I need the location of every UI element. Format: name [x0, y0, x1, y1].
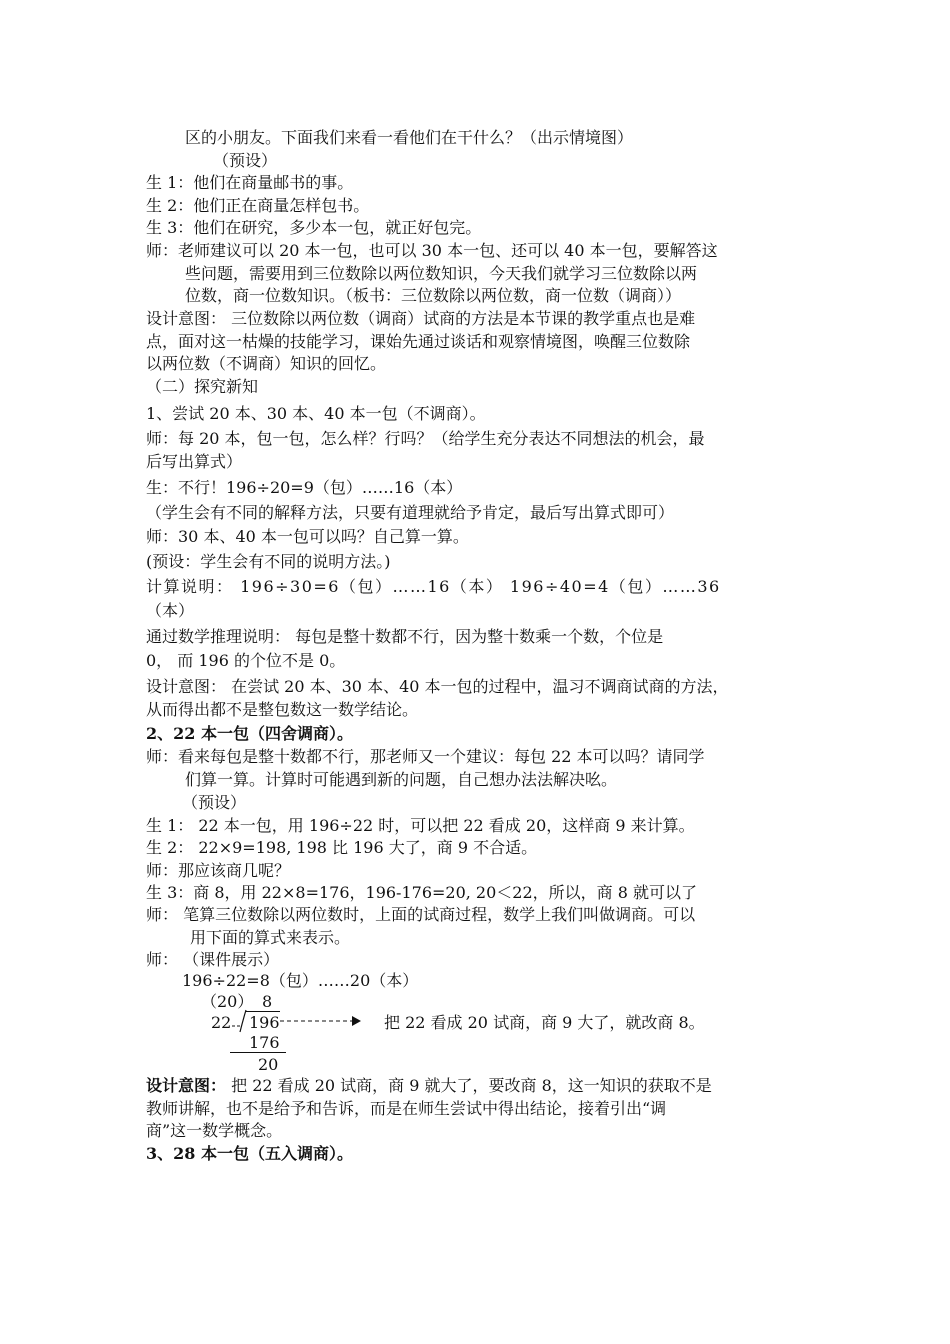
division-quotient: 8	[262, 992, 273, 1011]
section-heading: 2、22 本一包（四舍调商）。	[146, 724, 353, 743]
text-line: 师：每 20 本，包一包，怎么样？行吗？（给学生充分表达不同想法的机会，最	[146, 429, 705, 448]
text-line: 计算说明： 196÷30=6（包）……16（本） 196÷40=4（包）……36	[146, 577, 721, 596]
text-line: 师： （课件展示）	[146, 950, 280, 969]
subtraction-bar	[230, 1052, 286, 1053]
text-line: 师： 笔算三位数除以两位数时，上面的试商过程，数学上我们叫做调商。可以	[146, 905, 696, 924]
design-intent-text: 把 22 看成 20 试商，商 9 就大了，要改商 8，这一知识的获取不是	[226, 1076, 712, 1095]
text-line: 196÷22=8（包）……20（本）	[182, 971, 419, 990]
division-note: 把 22 看成 20 试商，商 9 大了，就改商 8。	[384, 1013, 705, 1032]
text-line: 用下面的算式来表示。	[190, 928, 351, 947]
text-line: （预设）	[182, 793, 247, 812]
text-line: 生 3：他们在研究，多少本一包，就正好包完。	[146, 218, 482, 237]
section-heading: 3、28 本一包（五入调商）。	[146, 1144, 353, 1163]
text-line: 位数，商一位数知识。（板书：三位数除以两位数，商一位数（调商））	[185, 286, 682, 305]
design-intent-label: 设计意图：	[146, 1076, 227, 1095]
text-line: 设计意图： 三位数除以两位数（调商）试商的方法是本节课的教学重点也是难	[146, 309, 696, 328]
text-line: 生 1：他们在商量邮书的事。	[146, 173, 354, 192]
text-line: 生 2： 22×9=198, 198 比 196 大了，商 9 不合适。	[146, 838, 538, 857]
text-line: 生 1： 22 本一包，用 196÷22 时，可以把 22 看成 20，这样商 9 来计算。	[146, 816, 695, 835]
division-product: 176	[249, 1033, 280, 1052]
text-line: 师：那应该商几呢？	[146, 861, 291, 880]
text-line: 生 2：他们正在商量怎样包书。	[146, 196, 370, 215]
text-line: 区的小朋友。下面我们来看一看他们在干什么？（出示情境图）	[185, 128, 634, 147]
division-bracket-arrow	[230, 1008, 370, 1034]
text-line: 0， 而 196 的个位不是 0。	[146, 651, 346, 670]
division-estimate: （20）	[201, 992, 254, 1011]
text-line: 教师讲解，也不是给予和告诉，而是在师生尝试中得出结论，接着引出“调	[146, 1099, 667, 1118]
text-line: 师：30 本、40 本一包可以吗？自己算一算。	[146, 527, 469, 546]
text-line: 1、尝试 20 本、30 本、40 本一包（不调商）。	[146, 404, 486, 423]
text-line: 后写出算式）	[146, 452, 243, 471]
text-line: （本）	[146, 601, 195, 620]
text-line: 点，面对这一枯燥的技能学习，课始先通过谈话和观察情境图，唤醒三位数除	[146, 332, 691, 351]
text-line	[146, 1075, 712, 1097]
text-line: 以两位数（不调商）知识的回忆。	[146, 354, 387, 373]
text-line: 师：老师建议可以 20 本一包，也可以 30 本一包、还可以 40 本一包，要解答这	[146, 241, 718, 260]
text-line: 生：不行！196÷20=9（包）……16（本）	[146, 478, 463, 497]
text-line: 通过数学推理说明： 每包是整十数都不行，因为整十数乘一个数，个位是	[146, 627, 664, 646]
division-divisor: 22	[211, 1013, 232, 1032]
division-remainder: 20	[258, 1055, 279, 1074]
text-line: （预设）	[213, 151, 278, 170]
text-line: 从而得出都不是整包数这一数学结论。	[146, 700, 419, 719]
text-line: 些问题，需要用到三位数除以两位数知识，今天我们就学习三位数除以两	[185, 264, 698, 283]
text-line: (预设：学生会有不同的说明方法。)	[146, 552, 391, 571]
text-line: 商”这一数学概念。	[146, 1121, 283, 1140]
text-line: 生 3：商 8，用 22×8=176，196-176=20, 20＜22，所以，商 8 就可以了	[146, 883, 698, 902]
text-line: （学生会有不同的解释方法，只要有道理就给予肯定，最后写出算式即可）	[146, 503, 675, 522]
text-line: 师：看来每包是整十数都不行，那老师又一个建议：每包 22 本可以吗？请同学	[146, 747, 705, 766]
text-line: 设计意图： 在尝试 20 本、30 本、40 本一包的过程中，温习不调商试商的方法，	[146, 677, 729, 696]
division-dividend: 196	[249, 1013, 280, 1032]
text-line: 们算一算。计算时可能遇到新的问题，自己想办法法解决吆。	[185, 770, 618, 789]
section-heading: （二）探究新知	[146, 377, 259, 396]
